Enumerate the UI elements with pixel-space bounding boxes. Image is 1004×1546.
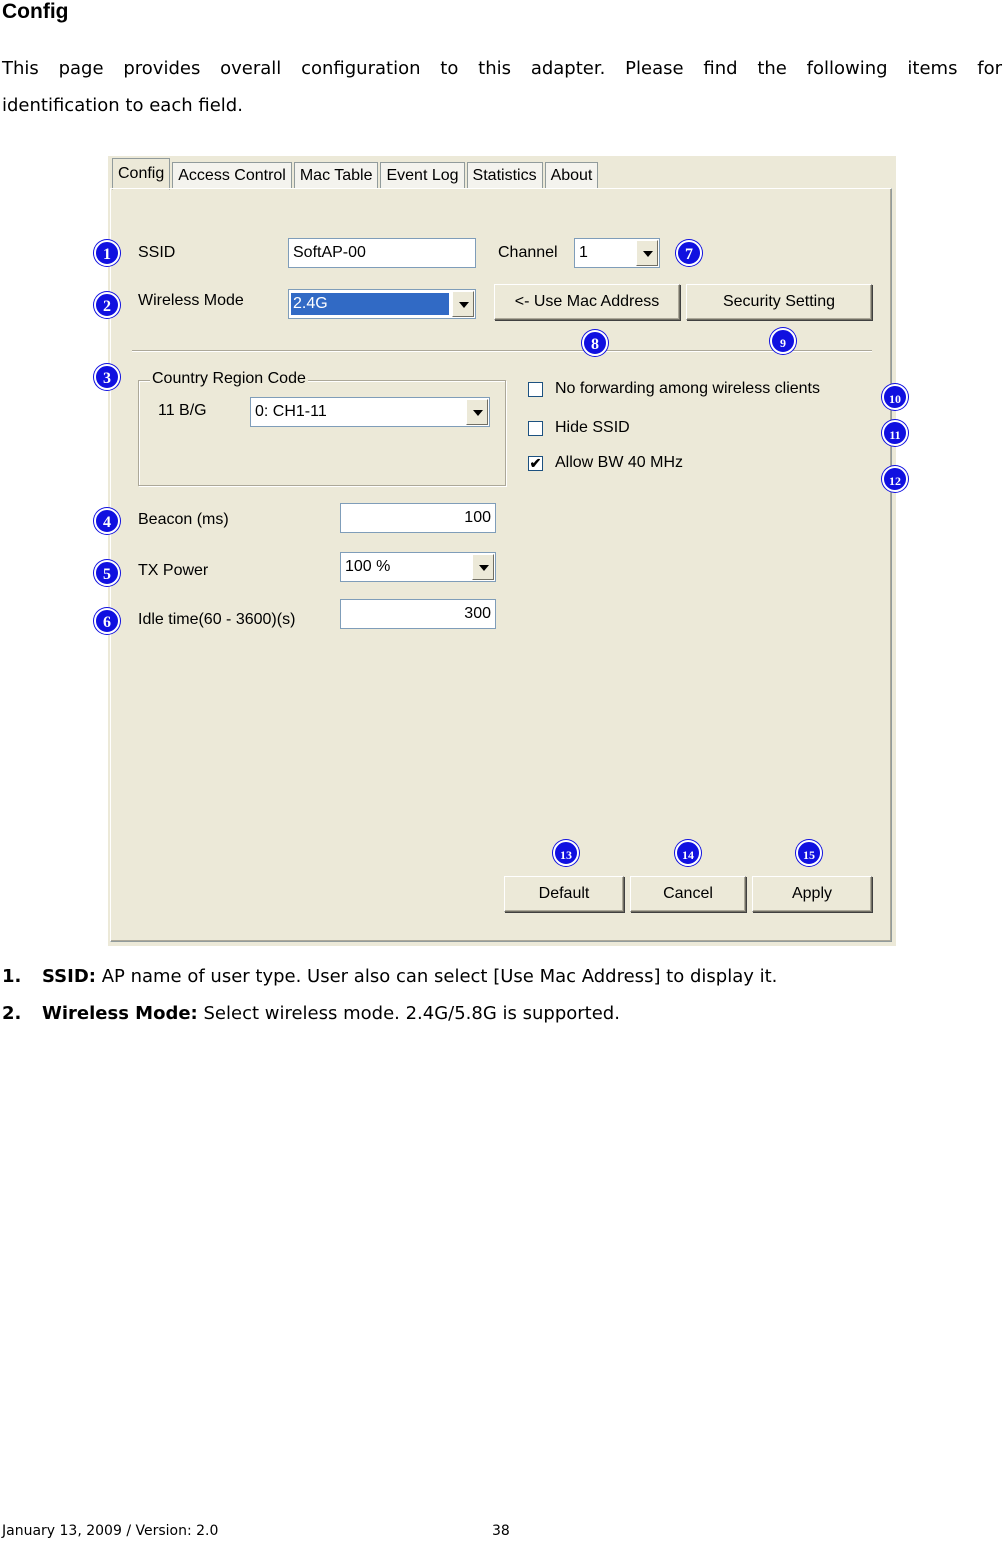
wireless-mode-label: Wireless Mode xyxy=(138,292,244,309)
country-region-title: Country Region Code xyxy=(152,370,306,387)
chevron-down-icon[interactable] xyxy=(472,554,494,580)
section-heading: Config xyxy=(2,0,69,23)
chevron-down-icon[interactable] xyxy=(636,240,658,266)
allow-bw40-label: Allow BW 40 MHz xyxy=(555,454,684,471)
idle-time-input[interactable]: 300 xyxy=(340,599,496,629)
callout-badge-15: 15 xyxy=(796,840,822,866)
callout-badge-7: 7 xyxy=(676,240,702,266)
country-region-select[interactable] xyxy=(250,397,490,427)
hide-ssid-label: Hide SSID xyxy=(555,419,630,436)
country-region-value: 0: CH1-11 xyxy=(255,403,327,420)
intro-paragraph xyxy=(2,50,1002,124)
country-region-label: 11 B/G xyxy=(158,402,207,419)
wireless-mode-value: 2.4G xyxy=(291,293,449,315)
callout-badge-14: 14 xyxy=(675,840,701,866)
callout-badge-10: 10 xyxy=(882,384,908,410)
tab-bar xyxy=(112,158,600,190)
field-description-list xyxy=(2,963,777,1037)
page-footer xyxy=(2,1523,510,1539)
no-forwarding-checkbox[interactable] xyxy=(528,382,543,397)
channel-value: 1 xyxy=(579,244,588,261)
cancel-button[interactable]: Cancel xyxy=(630,876,746,912)
page-number: 38 xyxy=(492,1523,510,1539)
callout-badge-6: 6 xyxy=(94,608,120,634)
check-mark-icon: ✔ xyxy=(529,455,542,471)
wireless-mode-select[interactable] xyxy=(288,289,476,319)
intro-line-1: This page provides overall configuration to this adapter. Please find the following items for xyxy=(2,58,1002,79)
tab-mac-table[interactable]: Mac Table xyxy=(294,162,379,189)
config-dialog xyxy=(103,156,901,946)
list-item xyxy=(2,963,777,1000)
item-number: 2. xyxy=(2,1003,22,1024)
idle-time-label: Idle time(60 - 3600)(s) xyxy=(138,611,296,628)
tab-access-control[interactable]: Access Control xyxy=(172,162,292,189)
callout-badge-4: 4 xyxy=(94,508,120,534)
callout-badge-3: 3 xyxy=(94,364,120,390)
item-term: SSID: xyxy=(42,966,96,987)
callout-badge-12: 12 xyxy=(882,466,908,492)
country-region-group xyxy=(138,380,506,486)
no-forwarding-label: No forwarding among wireless clients xyxy=(555,380,820,397)
tab-config[interactable]: Config xyxy=(112,158,170,190)
callout-badge-1: 1 xyxy=(94,240,120,266)
chevron-down-icon[interactable] xyxy=(466,399,488,425)
item-description: AP name of user type. User also can select [Use Mac Address] to display it. xyxy=(95,966,778,987)
ssid-input[interactable]: SoftAP-00 xyxy=(288,238,476,268)
callout-badge-13: 13 xyxy=(553,840,579,866)
use-mac-address-button[interactable]: <- Use Mac Address xyxy=(494,284,680,320)
tx-power-select[interactable] xyxy=(340,552,496,582)
apply-button[interactable]: Apply xyxy=(752,876,872,912)
channel-select[interactable] xyxy=(574,238,660,268)
channel-label: Channel xyxy=(498,244,558,261)
tab-event-log[interactable]: Event Log xyxy=(380,162,464,189)
callout-badge-8: 8 xyxy=(582,330,608,356)
allow-bw40-checkbox[interactable] xyxy=(528,456,543,471)
item-term: Wireless Mode: xyxy=(42,1003,198,1024)
beacon-label: Beacon (ms) xyxy=(138,511,229,528)
hide-ssid-checkbox[interactable] xyxy=(528,421,543,436)
intro-line-2: identification to each field. xyxy=(2,95,243,116)
beacon-input[interactable]: 100 xyxy=(340,503,496,533)
callout-badge-5: 5 xyxy=(94,560,120,586)
callout-badge-2: 2 xyxy=(94,292,120,318)
callout-badge-11: 11 xyxy=(882,420,908,446)
default-button[interactable]: Default xyxy=(504,876,624,912)
ssid-label: SSID xyxy=(138,244,176,261)
tab-about[interactable]: About xyxy=(545,162,599,189)
tx-power-label: TX Power xyxy=(138,562,209,579)
chevron-down-icon[interactable] xyxy=(452,291,474,317)
callout-badge-9: 9 xyxy=(770,328,796,354)
item-description: Select wireless mode. 2.4G/5.8G is supported. xyxy=(197,1003,620,1024)
divider xyxy=(132,350,872,352)
item-number: 1. xyxy=(2,966,22,987)
tx-power-value: 100 % xyxy=(345,558,391,575)
security-setting-button[interactable]: Security Setting xyxy=(686,284,872,320)
footer-date-version: January 13, 2009 / Version: 2.0 xyxy=(2,1523,219,1539)
tab-statistics[interactable]: Statistics xyxy=(467,162,543,189)
list-item xyxy=(2,1000,777,1037)
